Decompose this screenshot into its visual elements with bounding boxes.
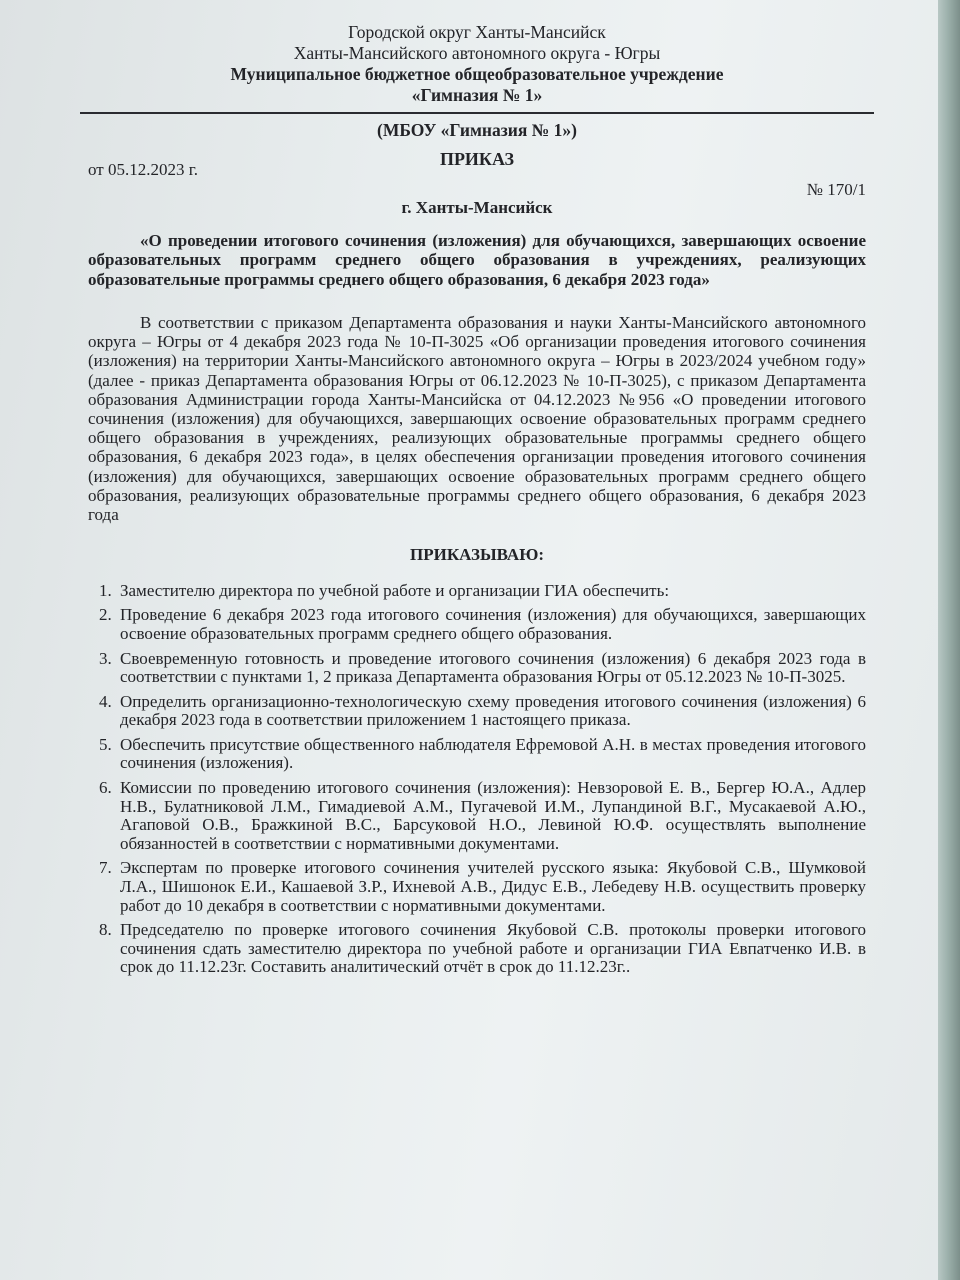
order-subject: «О проведении итогового сочинения (изложения) для обучающихся, завершающих освоение образовательных программ среднего общего образования в учреждениях, реализующих образовательные программы среднего общего образования, 6 декабря 2023 года» [88, 230, 866, 289]
order-directive: ПРИКАЗЫВАЮ: [409, 545, 545, 565]
list-item: 6. Комиссии по проведению итогового сочинения (изложения): Невзоровой Е. В., Бергер Ю.А., Адлер Н.В., Булатниковой Л.М., Гимадиевой А.М., Пугачевой И.М., Лупандиной В.Г., Мусакаевой А.Ю., Агаповой О.В., Бражкиной В.С., Барсуковой Н.О., Левиной Ю.Ф. осуществлять выполнение обязанностей в соответствии с нормативными документами. [116, 779, 866, 853]
list-item: 4. Определить организационно-технологическую схему проведения итогового сочинения (изложения) 6 декабря 2023 года в соответствии приложением 1 настоящего приказа. [116, 693, 866, 730]
header-divider [80, 112, 874, 114]
header-line-institution-name: «Гимназия № 1» [411, 85, 543, 105]
header-line-institution-type: Муниципальное бюджетное общеобразовательное учреждение [230, 64, 724, 84]
order-items-list [88, 582, 866, 977]
header-line-region: Ханты-Мансийского автономного округа - Югры [293, 43, 661, 63]
list-item: 1. Заместителю директора по учебной работе и организации ГИА обеспечить: [116, 582, 866, 601]
list-item: 2. Проведение 6 декабря 2023 года итогового сочинения (изложения) для обучающихся, завершающих освоение образовательных программ среднего общего образования. [116, 606, 866, 643]
org-header [88, 22, 866, 141]
list-item: 3. Своевременную готовность и проведение итогового сочинения (изложения) 6 декабря 2023 года в соответствии с пунктами 1, 2 приказа Департамента образования Югры от 05.12.2023 № 10-П-3025. [116, 650, 866, 687]
list-item: 5. Обеспечить присутствие общественного наблюдателя Ефремовой А.Н. в местах проведения итогового сочинения (изложения). [116, 736, 866, 773]
order-number: № 170/1 [806, 180, 866, 199]
order-meta [88, 151, 866, 199]
order-title: ПРИКАЗ [439, 149, 515, 169]
header-line-abbrev: (МБОУ «Гимназия № 1») [377, 120, 577, 140]
list-item: 8. Председателю по проверке итогового сочинения Якубовой С.В. протоколы проверки итогового сочинения сдать заместителю директора по учебной работе и организации ГИА Евпатченко И.В. в срок до 11.12.23г. Составить аналитический отчёт в срок до 11.12.23г.. [116, 921, 866, 977]
folder-edge [938, 0, 960, 1280]
list-item: 7. Экспертам по проверке итогового сочинения учителей русского языка: Якубовой С.В., Шумковой Л.А., Шишонок Е.И., Кашаевой З.Р., Ихневой А.В., Дидус Е.В., Лебедеву Н.В. осуществить проверку работ до 10 декабря в соответствии с нормативными документами. [116, 859, 866, 915]
order-preamble: В соответствии с приказом Департамента образования и науки Ханты-Мансийского автономного округа – Югры от 4 декабря 2023 года № 10-П-3025 «Об организации проведения итогового сочинения (изложения) на территории Ханты-Мансийского автономного округа – Югры в 2023/2024 учебном году» (далее - приказ Департамента образования Югры от 06.12.2023 № 10-П-3025), с приказом Департамента образования Администрации города Ханты-Мансийска от 04.12.2023 №956 «О проведении итогового сочинения (изложения) для обучающихся, завершающих освоение образовательных программ среднего общего образования в учреждениях, реализующих образовательные программы среднего общего образования, 6 декабря 2023 года», в целях обеспечения организации проведения итогового сочинения (изложения) для обучающихся, завершающих освоение образовательных программ среднего общего образования, реализующих образовательные программы среднего общего образования, 6 декабря 2023 года [88, 313, 866, 525]
document-page [88, 22, 866, 983]
header-line-municipality: Городской округ Ханты-Мансийск [348, 22, 606, 42]
order-date: от 05.12.2023 г. [88, 160, 199, 179]
order-city: г. Ханты-Мансийск [401, 198, 553, 217]
